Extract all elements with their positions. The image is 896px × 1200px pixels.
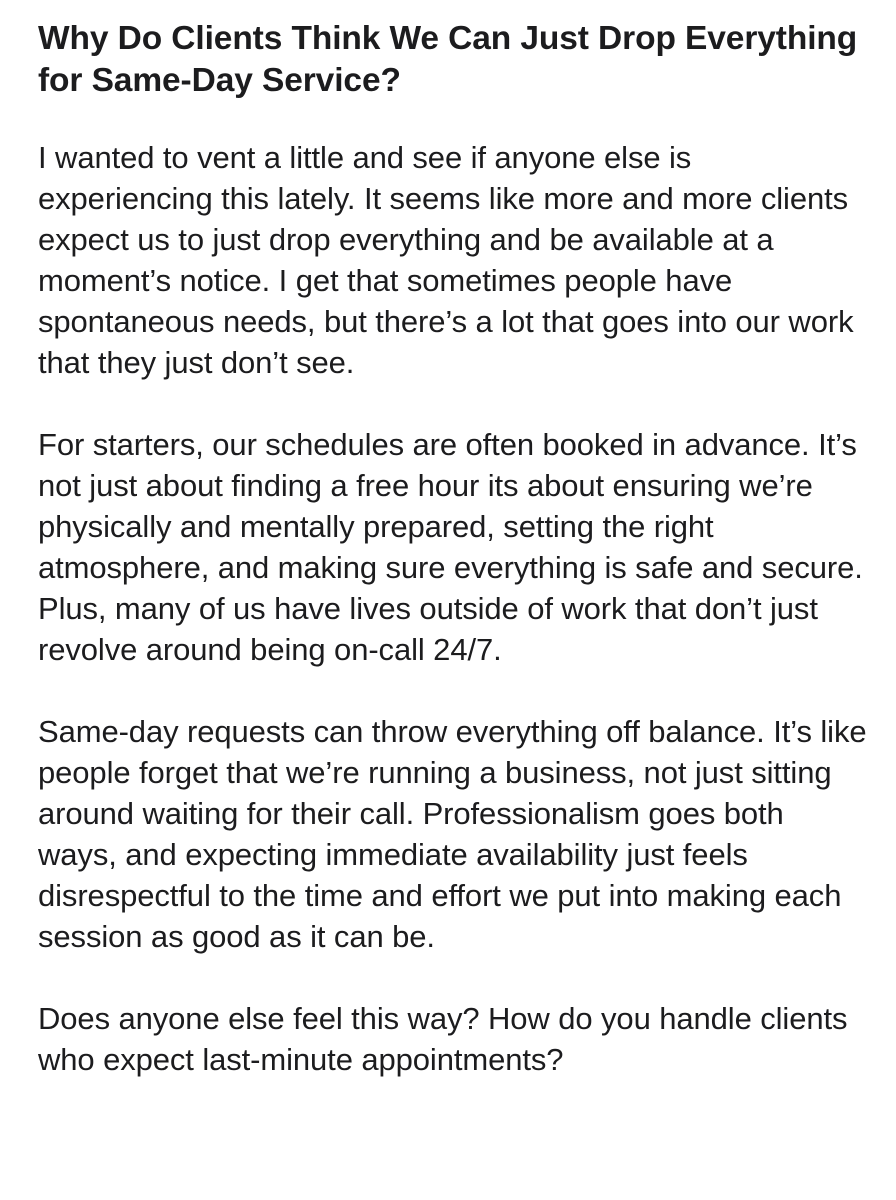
post-paragraph: For starters, our schedules are often booked in advance. It’s not just about finding a free hour its about ensuring we’re physically and mentally prepared, setting the right atmosphere, and making sure everything is safe and secure. Plus, many of us have lives outside of work that don’t just revolve around being on-call 24/7. [38,427,863,667]
post-title: Why Do Clients Think We Can Just Drop Everything for Same-Day Service? [38,20,858,99]
post [38,18,868,1080]
post-paragraph: Does anyone else feel this way? How do you handle clients who expect last-minute appointments? [38,1001,848,1077]
post-paragraph: I wanted to vent a little and see if anyone else is experiencing this lately. It seems like more and more clients expect us to just drop everything and be available at a moment’s notice. I get that sometimes people have spontaneous needs, but there’s a lot that goes into our work that they just don’t see. [38,140,854,380]
post-paragraph: Same-day requests can throw everything off balance. It’s like people forget that we’re running a business, not just sitting around waiting for their call. Professionalism goes both ways, and expecting immediate availability just feels disrespectful to the time and effort we put into making each session as good as it can be. [38,714,867,954]
post-body [38,137,868,1080]
